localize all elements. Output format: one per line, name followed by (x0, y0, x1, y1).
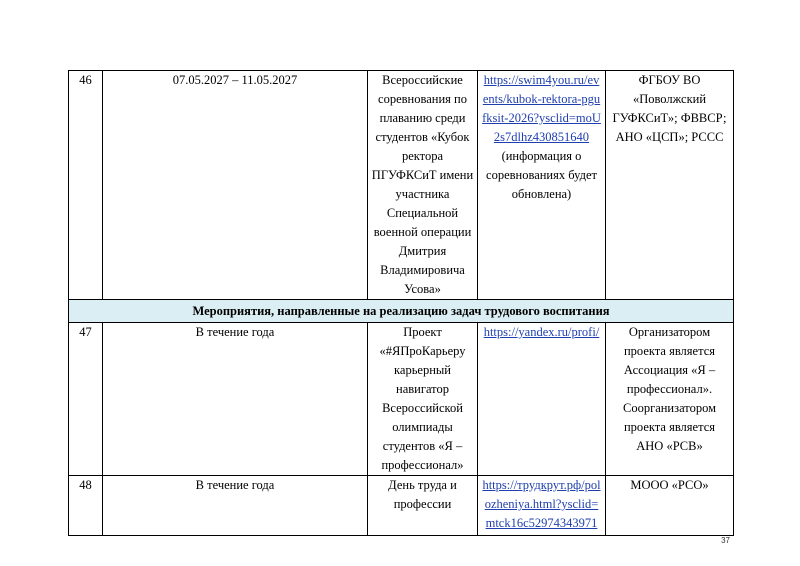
row-number: 47 (69, 323, 103, 476)
row-number: 48 (69, 476, 103, 536)
event-title: День труда и профессии (368, 476, 478, 536)
table-row (69, 476, 734, 536)
table-row (69, 323, 734, 476)
section-title: Мероприятия, направленные на реализацию задач трудового воспитания (69, 300, 734, 323)
page-number: 37 (721, 536, 730, 545)
row-number: 46 (69, 71, 103, 300)
events-table (68, 70, 734, 536)
event-link-cell (478, 476, 606, 536)
event-link-cell (478, 71, 606, 300)
event-date: 07.05.2027 – 11.05.2027 (103, 71, 368, 300)
event-link-cell (478, 323, 606, 476)
event-organizer: ФГБОУ ВО «Поволжский ГУФКСиТ»; ФВВСР; АНО «ЦСП»; РССС (606, 71, 734, 300)
link-note: (информация о соревнованиях будет обновлена) (486, 149, 597, 201)
section-header-row (69, 300, 734, 323)
event-organizer: МООО «РСО» (606, 476, 734, 536)
event-title: Всероссийские соревнования по плаванию среди студентов «Кубок ректора ПГУФКСиТ имени участника Специальной военной операции Дмитрия Владимировича Усова» (368, 71, 478, 300)
event-date: В течение года (103, 323, 368, 476)
event-organizer: Организатором проекта является Ассоциация «Я – профессионал». Соорганизатором проекта является АНО «РСВ» (606, 323, 734, 476)
table-row (69, 71, 734, 300)
event-date: В течение года (103, 476, 368, 536)
event-link[interactable]: https://yandex.ru/profi/ (483, 325, 600, 339)
event-link[interactable]: https://swim4you.ru/events/kubok-rektora-pgufksit-2026?ysclid=moU2s7dlhz430851640 (482, 73, 601, 144)
event-link[interactable]: https://трудкрут.рф/polozheniya.html?ysclid=mtck16c52974343971 (482, 478, 601, 530)
event-title: Проект «#ЯПроКарьеру карьерный навигатор Всероссийской олимпиады студентов «Я – профессионал» (368, 323, 478, 476)
